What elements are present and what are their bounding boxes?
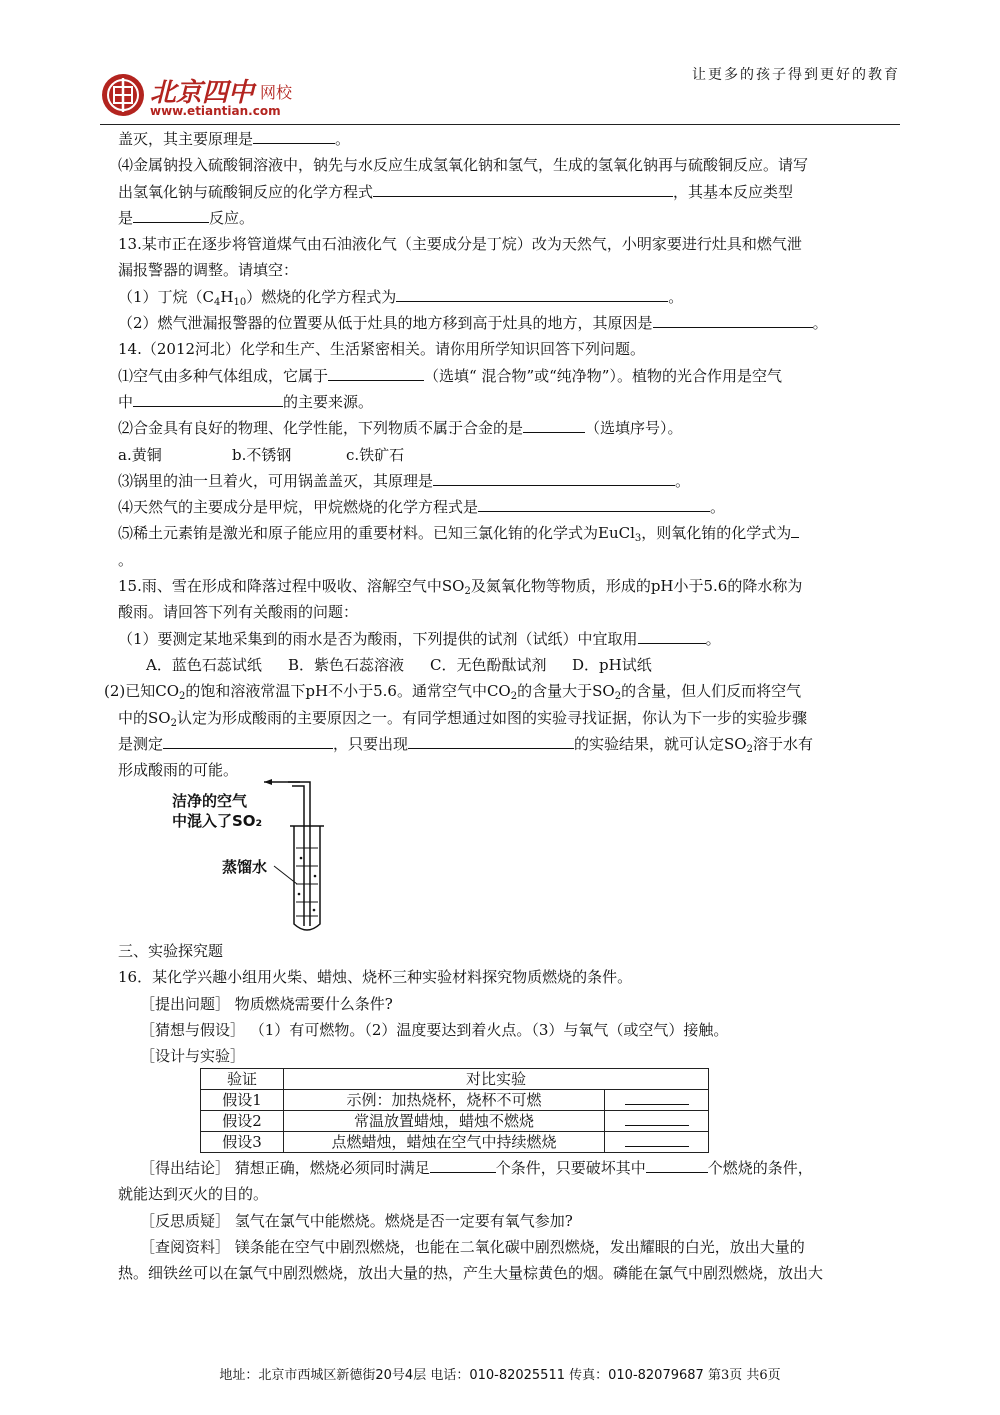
- section-title: 三、实验探究题: [118, 942, 224, 960]
- school-logo[interactable]: [100, 70, 400, 120]
- option-b: B．紫色石蕊溶液: [288, 655, 405, 674]
- q15-options: [118, 652, 898, 678]
- table-cell: 示例：加热烧杯，烧杯不可燃: [284, 1090, 605, 1111]
- q12-p4-line1: ⑷金属钠投入硫酸铜溶液中，钠先与水反应生成氢氧化钠和氢气，生成的氢氧化钠再与硫酸铜反应。请写: [118, 156, 809, 175]
- figure-label-water: 蒸馏水: [222, 858, 268, 876]
- q14-line1: 14.（2012河北）化学和生产、生活紧密相关。请你用所学知识回答下列问题。: [118, 340, 646, 359]
- answer-blank[interactable]: [253, 126, 335, 144]
- q15-line2: 酸雨。请回答下列有关酸雨的问题：: [118, 603, 359, 622]
- q14-p3: ⑶锅里的油一旦着火，可用锅盖盖灭，其原理是 。: [118, 468, 898, 494]
- q16-ask: ［提出问题］ 物质燃烧需要什么条件?: [140, 994, 393, 1013]
- answer-blank[interactable]: [133, 389, 283, 407]
- q14-p5: ⑸稀土元素铕是激光和原子能应用的重要材料。已知三氯化铕的化学式为EuCl$_3$，则氧化铕的化学式为: [118, 520, 898, 546]
- q16-reflect: ［反思质疑］ 氢气在氯气中能燃烧。燃烧是否一定要有氧气参加?: [140, 1211, 573, 1230]
- q13-p2: （2）燃气泄漏报警器的位置要从低于灶具的地方移到高于灶具的地方，其原因是 。: [118, 310, 898, 336]
- q14-options: [118, 442, 898, 468]
- answer-blank[interactable]: [625, 1090, 689, 1105]
- q12-p4-line2: 出氢氧化钠与硫酸铜反应的化学方程式 ，其基本反应类型: [118, 179, 898, 205]
- answer-blank[interactable]: [328, 363, 424, 381]
- q15-p2-line3: 是测定 ，只要出现 的实验结果，就可认定$SO_2$溶于水有: [118, 731, 898, 757]
- option-b: b.不锈钢: [232, 445, 292, 464]
- q16-design: ［设计与实验］: [140, 1047, 246, 1066]
- footer-address: 地址：北京市西城区新德街20号4层 电话：010-82025511 传真：010-82079687: [219, 1368, 704, 1383]
- answer-blank[interactable]: [625, 1111, 689, 1126]
- header-divider: [100, 124, 900, 125]
- table-answer-cell[interactable]: [605, 1111, 709, 1132]
- table-row: [201, 1090, 709, 1111]
- q14-p4: ⑷天然气的主要成分是甲烷，甲烷燃烧的化学方程式是 。: [118, 494, 898, 520]
- answer-blank[interactable]: [523, 415, 585, 433]
- q15-p1: （1）要测定某地采集到的雨水是否为酸雨，下列提供的试剂（试纸）中宜取用 。: [118, 626, 898, 652]
- page-header: [100, 56, 900, 126]
- q15-p2-line1: (2)已知$CO_2$的饱和溶液常温下pH不小于5.6。通常空气中$CO_2$的含量大于$SO_2$的含量，但人们反而将空气: [104, 682, 802, 703]
- section-conclusion: [118, 1155, 898, 1286]
- q12-line1: 盖灭，其主要原理是 。: [118, 126, 898, 152]
- answer-blank[interactable]: [646, 1155, 708, 1173]
- emphasis-text: 不属于 • • •: [418, 419, 463, 437]
- q16-guess: ［猜想与假设］ （1）有可燃物。（2）温度要达到着火点。（3）与氧气（或空气）接触。: [140, 1020, 729, 1039]
- answer-blank[interactable]: [791, 520, 799, 538]
- q15-line1: 15.雨、雪在形成和降落过程中吸收、溶解空气中$SO_2$及氮氧化物等物质，形成的pH小于5.6的降水称为: [118, 577, 803, 598]
- q16-lookup-line2: 热。细铁丝可以在氯气中剧烈燃烧，放出大量的热，产生大量棕黄色的烟。磷能在氯气中剧烈燃烧，放出大: [118, 1264, 824, 1283]
- q13-line1: 13.某市正在逐步将管道煤气由石油液化气（主要成分是丁烷）改为天然气，小明家要进行灶具和燃气泄: [118, 235, 802, 254]
- experiment-table: [200, 1068, 709, 1153]
- q13-p1: （1）丁烷$(C_4H_{10})$燃烧的化学方程式为 。: [118, 284, 898, 310]
- answer-blank[interactable]: [625, 1132, 689, 1147]
- table-cell: 假设3: [201, 1132, 284, 1153]
- table-answer-cell[interactable]: [605, 1090, 709, 1111]
- option-d: D．pH试纸: [572, 655, 652, 674]
- option-a: A．蓝色石蕊试纸: [146, 655, 262, 674]
- table-cell: 常温放置蜡烛，蜡烛不燃烧: [284, 1111, 605, 1132]
- q14-p2: ⑵合金具有良好的物理、化学性能，下列物质不属于 • • •合金的是 （选填序号）。: [118, 415, 898, 441]
- section-three: [118, 938, 898, 1069]
- option-a: a.黄铜: [118, 445, 162, 464]
- q12-p4-line3: 是 反应。: [118, 205, 898, 231]
- answer-blank[interactable]: [638, 626, 706, 644]
- logo-url: www.etiantian.com: [150, 104, 281, 118]
- header-slogan: 让更多的孩子得到更好的教育: [692, 67, 900, 83]
- table-header-row: [201, 1069, 709, 1090]
- answer-blank[interactable]: [408, 731, 574, 749]
- table-row: [201, 1132, 709, 1153]
- q14-p1-line1: ⑴空气由多种气体组成，它属于 （选填“ 混合物”或“纯净物”）。植物的光合作用是空气: [118, 363, 898, 389]
- q15-p2-line2: 中的$SO_2$认定为形成酸雨的主要原因之一。有同学想通过如图的实验寻找证据，你认为下一步的实验步骤: [118, 708, 807, 729]
- page-number: 第3页 共6页: [707, 1368, 781, 1383]
- table-cell: 假设1: [201, 1090, 284, 1111]
- answer-blank[interactable]: [478, 494, 710, 512]
- table-cell: 点燃蜡烛，蜡烛在空气中持续燃烧: [284, 1132, 605, 1153]
- question-content: [104, 126, 898, 783]
- q15-p2-line4: 形成酸雨的可能。: [118, 761, 239, 780]
- table-cell: 假设2: [201, 1111, 284, 1132]
- table-answer-cell[interactable]: [605, 1132, 709, 1153]
- answer-blank[interactable]: [373, 179, 673, 197]
- q16-conclusion-line2: 就能达到灭火的目的。: [118, 1185, 269, 1204]
- answer-blank[interactable]: [133, 205, 209, 223]
- answer-blank[interactable]: [653, 310, 813, 328]
- figure-label-so2: 中混入了SO₂: [172, 812, 263, 830]
- table-header: 验证: [201, 1069, 284, 1090]
- table-header: 对比实验: [284, 1069, 709, 1090]
- answer-blank[interactable]: [433, 468, 675, 486]
- figure-label-air: 洁净的空气: [172, 792, 248, 810]
- answer-blank[interactable]: [396, 284, 668, 302]
- experiment-figure: [170, 776, 330, 946]
- q16-lookup-line1: ［查阅资料］ 镁条能在空气中剧烈燃烧，也能在二氧化碳中剧烈燃烧，发出耀眼的白光，放出大量的: [140, 1237, 805, 1256]
- table-row: [201, 1111, 709, 1132]
- q13-line2: 漏报警器的调整。请填空：: [118, 261, 299, 280]
- page-footer: [0, 1364, 1000, 1383]
- option-c: C．无色酚酞试剂: [430, 655, 547, 674]
- answer-blank[interactable]: [163, 731, 333, 749]
- q14-p5-end: 。: [118, 550, 134, 569]
- answer-blank[interactable]: [430, 1155, 496, 1173]
- q16-conclusion: ［得出结论］ 猜想正确，燃烧必须同时满足 个条件，只要破坏其中 个燃烧的条件，: [118, 1155, 898, 1181]
- logo-school-name: 北京四中: [150, 78, 255, 108]
- option-c: c.铁矿石: [346, 445, 405, 464]
- q14-p1-line2: 中 的主要来源。: [118, 389, 898, 415]
- q16-line1: 16．某化学兴趣小组用火柴、蜡烛、烧杯三种实验材料探究物质燃烧的条件。: [118, 968, 633, 987]
- logo-suffix: 网校: [260, 83, 293, 102]
